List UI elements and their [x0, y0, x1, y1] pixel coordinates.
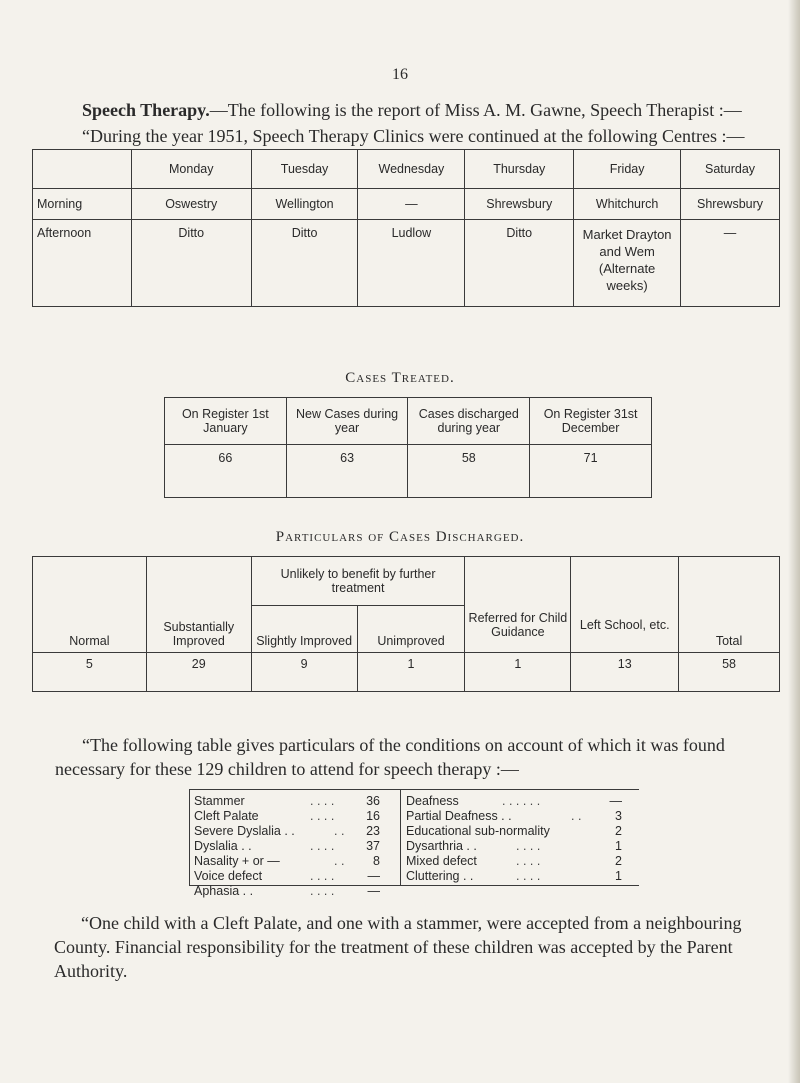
condition-label: Cleft Palate [194, 809, 259, 823]
list-item [406, 854, 634, 869]
leader-dots: . . . . [310, 809, 335, 823]
column-header: Unimproved [357, 606, 465, 653]
value-cell: 29 [146, 653, 251, 692]
column-header: Cases discharged during year [408, 398, 530, 445]
leader-dots: . . [571, 809, 582, 823]
condition-label: Deafness [406, 794, 459, 808]
column-header: On Register 1st January [165, 398, 287, 445]
column-header: Referred for Child Guidance [465, 557, 571, 653]
value-cell: 66 [165, 445, 287, 498]
cases-treated-heading: Cases Treated. [345, 370, 455, 386]
conditions-left-column [194, 794, 394, 899]
schedule-cell: — [681, 220, 780, 307]
discharged-header-row [33, 557, 780, 606]
intro-text: —The following is the report of Miss A. M. Gawne, Speech Therapist :— [209, 100, 742, 120]
condition-label: Severe Dyslalia . . [194, 824, 295, 838]
column-header: Total [679, 557, 780, 653]
value-cell: 58 [408, 445, 530, 498]
day-header: Thursday [465, 150, 574, 189]
leader-dots: . . . . . . [502, 794, 541, 808]
schedule-cell: Oswestry [131, 189, 251, 220]
schedule-cell: — [358, 189, 465, 220]
intro-paragraph [82, 98, 782, 122]
condition-count: — [609, 794, 622, 808]
schedule-header-row [33, 150, 780, 189]
leader-dots: . . . . [310, 884, 335, 898]
condition-label: Nasality + or — [194, 854, 280, 868]
condition-count: 2 [615, 824, 622, 838]
leader-dots: . . [334, 854, 345, 868]
row-label: Morning [33, 189, 132, 220]
schedule-cell: Ditto [465, 220, 574, 307]
day-header: Wednesday [358, 150, 465, 189]
schedule-cell: Ludlow [358, 220, 465, 307]
conditions-right-column [406, 794, 634, 884]
value-cell: 1 [357, 653, 465, 692]
list-item [194, 869, 394, 884]
condition-label: Voice defect [194, 869, 263, 883]
schedule-cell: Shrewsbury [681, 189, 780, 220]
list-item [406, 824, 634, 839]
list-item [194, 824, 394, 839]
column-header: Slightly Improved [251, 606, 357, 653]
day-header: Saturday [681, 150, 780, 189]
condition-label: Aphasia . . [194, 884, 254, 898]
list-item [194, 809, 394, 824]
schedule-cell: Whitchurch [574, 189, 681, 220]
leader-dots: . . . . [516, 869, 541, 883]
discharged-heading: Particulars of Cases Discharged. [275, 529, 525, 545]
schedule-cell: Shrewsbury [465, 189, 574, 220]
conditions-intro: “The following table gives particulars of the conditions on account of which it was found necessary for these 129 children to attend for speech therapy :— [55, 735, 725, 779]
value-cell: 58 [679, 653, 780, 692]
list-item [406, 809, 634, 824]
schedule-table [32, 149, 780, 307]
leader-dots: . . . . [310, 869, 335, 883]
condition-count: 1 [615, 869, 622, 883]
list-item [406, 869, 634, 884]
list-item [194, 854, 394, 869]
condition-count: — [367, 884, 380, 898]
condition-label: Cluttering . . [406, 869, 474, 883]
value-cell: 63 [286, 445, 408, 498]
section-title: Speech Therapy. [82, 100, 210, 120]
condition-count: — [367, 869, 380, 883]
intro-line-2: “During the year 1951, Speech Therapy Clinics were continued at the following Centres :— [82, 126, 745, 146]
condition-count: 23 [366, 824, 380, 838]
leader-dots: . . . . [516, 839, 541, 853]
leader-dots: . . [334, 824, 345, 838]
condition-count: 37 [366, 839, 380, 853]
condition-label: Educational sub-normality [406, 824, 550, 838]
condition-label: Mixed defect [406, 854, 477, 868]
condition-count: 2 [615, 854, 622, 868]
condition-count: 36 [366, 794, 380, 808]
leader-dots: . . . . [310, 794, 335, 808]
day-header: Monday [131, 150, 251, 189]
column-header: Normal [33, 557, 147, 653]
page-number: 16 [392, 66, 408, 83]
schedule-cell: Market Drayton and Wem (Alternate weeks) [574, 220, 681, 307]
leader-dots: . . . . [310, 839, 335, 853]
value-cell: 71 [530, 445, 652, 498]
conditions-table [189, 789, 639, 898]
closing-paragraph: “One child with a Cleft Palate, and one with a stammer, were accepted from a neighbouring County. Financial responsibility for the treatment of these children was accepted by the Parent Authority. [54, 913, 742, 981]
cases-treated-header-row [165, 398, 652, 445]
discharged-table [32, 556, 780, 692]
conditions-divider [400, 790, 401, 885]
condition-label: Stammer [194, 794, 245, 808]
schedule-row-morning [33, 189, 780, 220]
day-header: Tuesday [251, 150, 358, 189]
list-item [194, 794, 394, 809]
cases-treated-table [164, 397, 652, 498]
column-header: Left School, etc. [571, 557, 679, 653]
value-cell: 13 [571, 653, 679, 692]
condition-count: 1 [615, 839, 622, 853]
value-cell: 1 [465, 653, 571, 692]
condition-label: Partial Deafness . . [406, 809, 512, 823]
condition-label: Dyslalia . . [194, 839, 252, 853]
discharged-value-row [33, 653, 780, 692]
leader-dots: . . . . [516, 854, 541, 868]
value-cell: 9 [251, 653, 357, 692]
condition-label: Dysarthria . . [406, 839, 477, 853]
schedule-cell: Ditto [131, 220, 251, 307]
cases-treated-value-row [165, 445, 652, 498]
list-item [194, 884, 394, 899]
list-item [406, 839, 634, 854]
column-header: New Cases during year [286, 398, 408, 445]
schedule-cell: Wellington [251, 189, 358, 220]
row-label: Afternoon [33, 220, 132, 307]
column-group-header: Unlikely to benefit by further treatment [251, 557, 465, 606]
condition-count: 8 [373, 854, 380, 868]
schedule-row-afternoon [33, 220, 780, 307]
column-header: On Register 31st December [530, 398, 652, 445]
schedule-cell: Ditto [251, 220, 358, 307]
list-item [194, 839, 394, 854]
column-header: Substantially Improved [146, 557, 251, 653]
condition-count: 16 [366, 809, 380, 823]
day-header: Friday [574, 150, 681, 189]
schedule-corner [33, 150, 132, 189]
list-item [406, 794, 634, 809]
condition-count: 3 [615, 809, 622, 823]
value-cell: 5 [33, 653, 147, 692]
